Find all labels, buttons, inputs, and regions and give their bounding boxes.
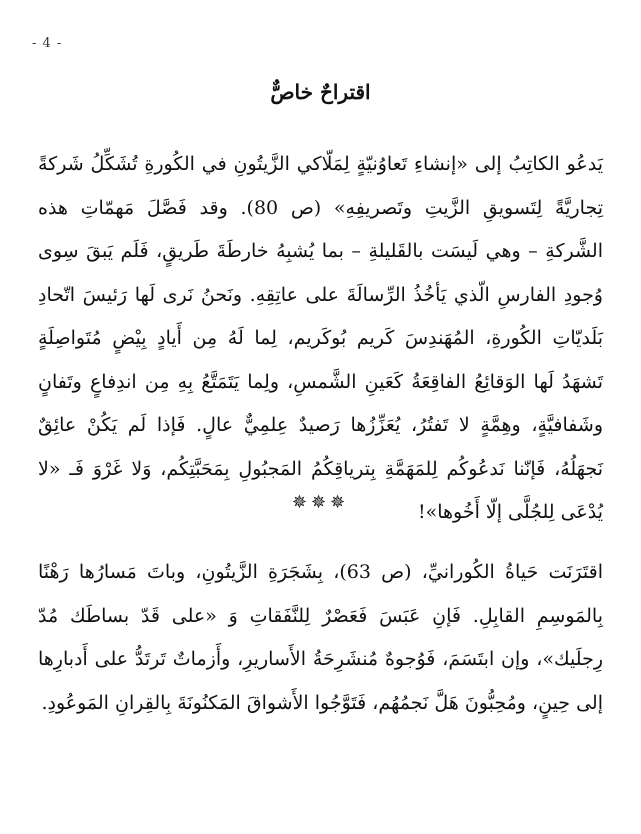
section-separator	[0, 492, 641, 513]
paragraph-proposal: يَدعُو الكاتِبُ إلى «إنشاءِ تَعاوُنيّةٍ لِمَلّاكي الزَّيتُونِ في الكُورةِ تُشَكِّلُ شَركةً تِجاريَّةً لِتَسويقِ الزَّيتِ وتَصريفِهِ» (ص 80). وقد فَصَّلَ مَهمّاتِ هذه الشَّركةِ – وهي لَيسَت بالقَليلةِ – بما يُشبِهُ خارطَةَ طَريقٍ، فَلَم يَبقَ سِوى وُجودِ الفارسِ الّذي يَأخُذُ الرِّسالَةَ على عاتِقِهِ. ونَحنُ نَرى لَها رَئيسَ اتّحادِ بَلَديّاتِ الكُورةِ، المُهَندِسَ كَريم بُوكَريم، لِما لَهُ مِن أَيادٍ بِيْضٍ مُتَواصِلَةٍ تَشهَدُ لَها الوَقائِعُ الفاقِعَةُ كَعَينِ الشَّمسِ، ولِما يَتَمَتَّعُ بِهِ مِن اندِفاعٍ وتَفانٍ وشَفافيَّةٍ، وهِمَّةٍ لا تَفتُرُ، يُعَزِّزُها رَصيدٌ عِلمِيٌّ عالٍ. فَإذا لَم يَكُنْ عائِقٌ نَجهَلُهُ، فَإنّنا نَدعُوكُم لِلمَهَمَّةِ بِترياقِكُمُ المَجبُولِ بِمَحَبَّتِكُم، وَلا غَرْوَ فَـ «لا يُدْعَى لِلجُلَّى إلّا أَخُوها»!	[38, 153, 603, 523]
section-title: اقتراحٌ خاصٌّ	[270, 80, 371, 104]
star-separator-icon: ✵✵✵	[291, 492, 350, 513]
page-number: - 4 -	[32, 36, 63, 51]
paragraph-olive-life: اقتَرَنَت حَياةُ الكُورانيِّ، (ص 63)، بِشَجَرَةِ الزَّيتُونِ، وباتَ مَسارُها رَهْنًا بِالمَوسِمِ القابِلِ. فَإنِ عَبَسَ فَعَصْرٌ لِلنَّفَقاتِ وَ «على قَدّ بساطَك مُدّ رِجلَيك»، وإن ابتَسَمَ، فَوُجوهٌ مُنشَرِحَةُ الأَساريرِ، وأَزماتٌ تَرتَدُّ على أَدبارِها إلى حِينٍ، ومُحِبُّونَ هَلَّ نَجمُهُم، فَتَوَّجُوا الأَشواقَ المَكنُونَةَ بِالقِرانِ المَوعُودِ.	[38, 561, 604, 714]
